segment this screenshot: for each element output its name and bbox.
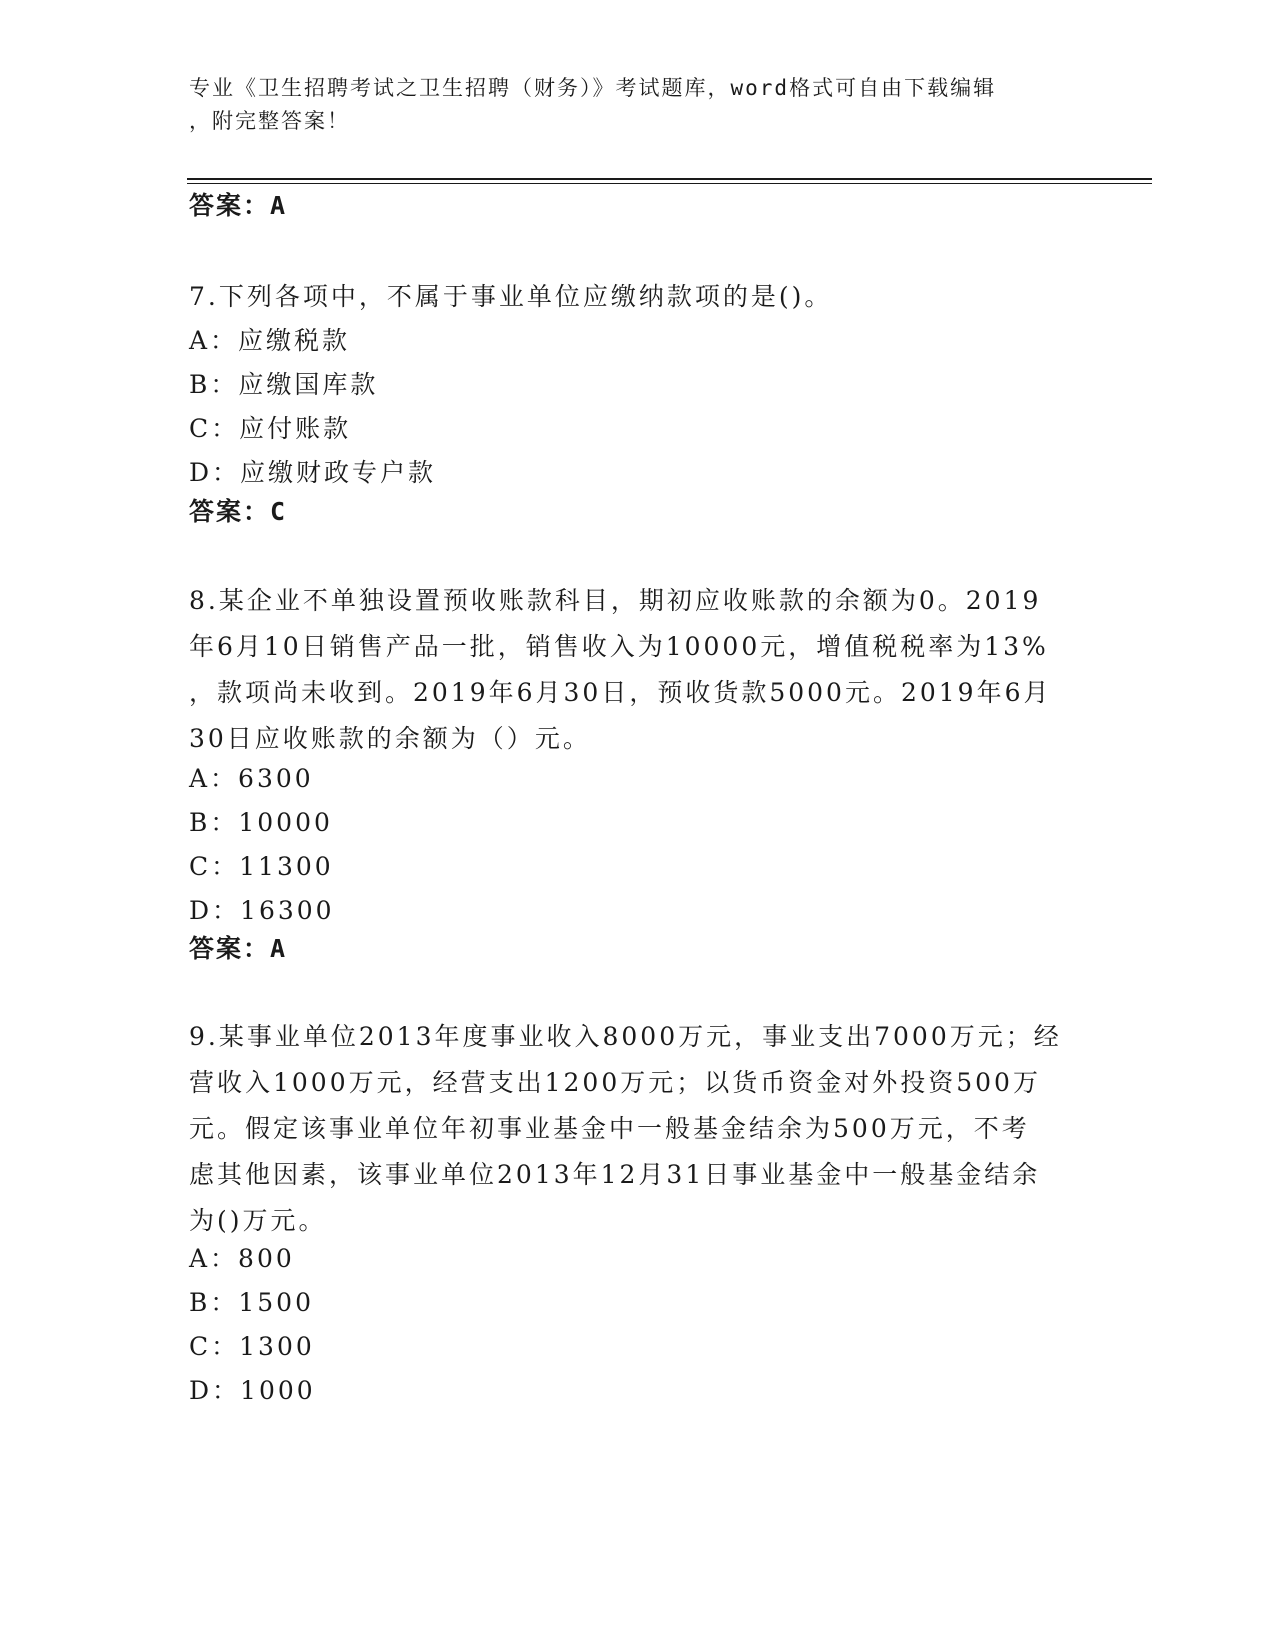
option-a: A：800 — [189, 1244, 295, 1273]
question-8 — [189, 578, 1089, 762]
question-9 — [189, 1014, 1089, 1244]
question-8-options — [189, 756, 1089, 934]
answer-label: 答案： — [189, 191, 271, 220]
option-d: D：应缴财政专户款 — [189, 458, 437, 487]
question-8-line: 8.某企业不单独设置预收账款科目，期初应收账款的余额为0。2019 — [189, 586, 1042, 615]
question-7-text: 7.下列各项中，不属于事业单位应缴纳款项的是()。 — [189, 282, 833, 311]
header-divider-thin — [187, 183, 1152, 184]
option-b: B：1500 — [189, 1288, 314, 1317]
question-9-line: 营收入1000万元，经营支出1200万元；以货币资金对外投资500万 — [189, 1068, 1041, 1097]
question-7 — [189, 274, 1089, 320]
option-a: A：应缴税款 — [189, 326, 351, 355]
document-header — [189, 72, 1089, 138]
question-9-line: 为()万元。 — [189, 1206, 327, 1235]
header-divider-thick — [187, 178, 1152, 180]
question-8-line: 30日应收账款的余额为（）元。 — [189, 724, 591, 753]
question-7-answer — [189, 492, 1089, 532]
option-c: C：1300 — [189, 1332, 315, 1361]
question-8-line: 年6月10日销售产品一批，销售收入为10000元，增值税税率为13% — [189, 632, 1049, 661]
question-8-answer — [189, 929, 1089, 969]
option-a: A：6300 — [189, 764, 314, 793]
header-line-1: 专业《卫生招聘考试之卫生招聘（财务）》考试题库，word格式可自由下载编辑 — [189, 76, 997, 100]
question-9-line: 9.某事业单位2013年度事业收入8000万元，事业支出7000万元；经 — [189, 1022, 1062, 1051]
answer-value: A — [270, 934, 288, 963]
answer-value: C — [270, 497, 288, 526]
answer-value: A — [270, 191, 288, 220]
question-9-line: 虑其他因素，该事业单位2013年12月31日事业基金中一般基金结余 — [189, 1160, 1041, 1189]
answer-previous — [189, 186, 1089, 226]
option-d: D：1000 — [189, 1376, 316, 1405]
option-d: D：16300 — [189, 896, 335, 925]
option-b: B：应缴国库款 — [189, 370, 379, 399]
header-line-2: ，附完整答案！ — [189, 109, 350, 133]
answer-label: 答案： — [189, 497, 271, 526]
answer-label: 答案： — [189, 934, 271, 963]
question-9-options — [189, 1236, 1089, 1414]
question-8-line: ，款项尚未收到。2019年6月30日，预收货款5000元。2019年6月 — [189, 678, 1052, 707]
question-7-options — [189, 318, 1089, 496]
question-9-line: 元。假定该事业单位年初事业基金中一般基金结余为500万元，不考 — [189, 1114, 1030, 1143]
option-c: C：应付账款 — [189, 414, 352, 443]
option-c: C：11300 — [189, 852, 334, 881]
option-b: B：10000 — [189, 808, 333, 837]
